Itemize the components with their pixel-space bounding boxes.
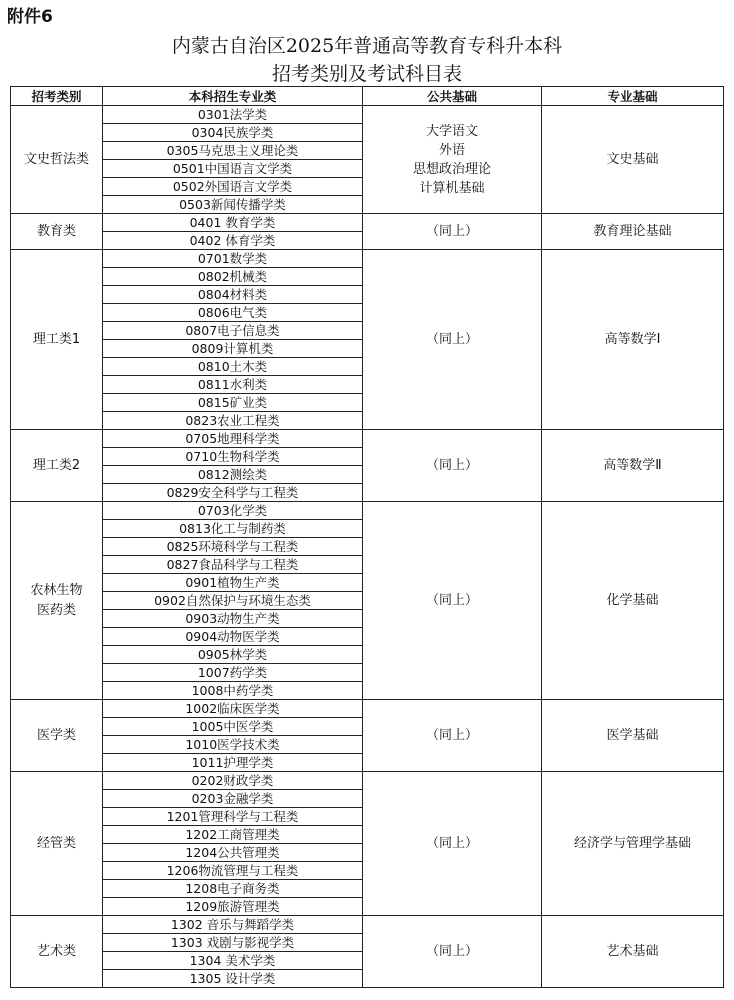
public-basis-line: 大学语文 bbox=[425, 123, 478, 139]
public-basis-line: 计算机基础 bbox=[419, 180, 485, 196]
major-cell: 1002临床医学类 bbox=[103, 700, 363, 718]
major-cell: 0905林学类 bbox=[103, 646, 363, 664]
professional-basis-cell: 教育理论基础 bbox=[542, 214, 724, 250]
professional-basis-cell: 文史基础 bbox=[542, 106, 724, 214]
header-public-basis: 公共基础 bbox=[363, 87, 542, 106]
major-cell: 0304民族学类 bbox=[103, 124, 363, 142]
major-cell: 1010医学技术类 bbox=[103, 736, 363, 754]
public-basis-cell bbox=[363, 772, 542, 916]
major-cell: 1208电子商务类 bbox=[103, 880, 363, 898]
category-cell: 理工类2 bbox=[11, 430, 103, 502]
table-row bbox=[11, 250, 724, 268]
major-cell: 1007药学类 bbox=[103, 664, 363, 682]
major-cell: 0829安全科学与工程类 bbox=[103, 484, 363, 502]
major-cell: 0203金融学类 bbox=[103, 790, 363, 808]
major-cell: 0401 教育学类 bbox=[103, 214, 363, 232]
major-cell: 0502外国语言文学类 bbox=[103, 178, 363, 196]
public-basis-cell bbox=[363, 502, 542, 700]
public-basis-line: （同上） bbox=[425, 224, 478, 239]
major-cell: 1008中药学类 bbox=[103, 682, 363, 700]
major-cell: 0903动物生产类 bbox=[103, 610, 363, 628]
major-cell: 0305马克思主义理论类 bbox=[103, 142, 363, 160]
table-row bbox=[11, 700, 724, 718]
professional-basis-cell: 经济学与管理学基础 bbox=[542, 772, 724, 916]
table-body bbox=[11, 106, 724, 988]
header-majors: 本科招生专业类 bbox=[103, 87, 363, 106]
public-basis-line: （同上） bbox=[425, 944, 478, 959]
major-cell: 0825环境科学与工程类 bbox=[103, 538, 363, 556]
attachment-label: 附件6 bbox=[7, 7, 53, 27]
public-basis-line: （同上） bbox=[425, 728, 478, 743]
major-cell: 0710生物科学类 bbox=[103, 448, 363, 466]
category-cell bbox=[11, 502, 103, 700]
category-cell: 经管类 bbox=[11, 772, 103, 916]
major-cell: 1005中医学类 bbox=[103, 718, 363, 736]
table-row bbox=[11, 502, 724, 520]
public-basis-line: （同上） bbox=[425, 458, 478, 473]
major-cell: 0701数学类 bbox=[103, 250, 363, 268]
major-cell: 0806电气类 bbox=[103, 304, 363, 322]
major-cell: 1011护理学类 bbox=[103, 754, 363, 772]
header-category: 招考类别 bbox=[11, 87, 103, 106]
professional-basis-cell: 化学基础 bbox=[542, 502, 724, 700]
major-cell: 1304 美术学类 bbox=[103, 952, 363, 970]
major-cell: 0809计算机类 bbox=[103, 340, 363, 358]
major-cell: 0807电子信息类 bbox=[103, 322, 363, 340]
category-cell: 文史哲法类 bbox=[11, 106, 103, 214]
exam-subject-table bbox=[10, 86, 724, 988]
major-cell: 0823农业工程类 bbox=[103, 412, 363, 430]
public-basis-cell bbox=[363, 916, 542, 988]
major-cell: 1202工商管理类 bbox=[103, 826, 363, 844]
public-basis-line: （同上） bbox=[425, 836, 478, 851]
major-cell: 0812测绘类 bbox=[103, 466, 363, 484]
major-cell: 0301法学类 bbox=[103, 106, 363, 124]
header-professional-basis: 专业基础 bbox=[542, 87, 724, 106]
major-cell: 0703化学类 bbox=[103, 502, 363, 520]
professional-basis-cell: 医学基础 bbox=[542, 700, 724, 772]
document-subtitle: 招考类别及考试科目表 bbox=[271, 63, 462, 85]
major-cell: 0705地理科学类 bbox=[103, 430, 363, 448]
table-row bbox=[11, 916, 724, 934]
professional-basis-cell: 高等数学Ⅱ bbox=[542, 430, 724, 502]
document-title: 内蒙古自治区2025年普通高等教育专科升本科 bbox=[171, 35, 563, 57]
major-cell: 0501中国语言文学类 bbox=[103, 160, 363, 178]
table-row bbox=[11, 214, 724, 232]
professional-basis-cell: 高等数学Ⅰ bbox=[542, 250, 724, 430]
category-cell: 艺术类 bbox=[11, 916, 103, 988]
major-cell: 1206物流管理与工程类 bbox=[103, 862, 363, 880]
major-cell: 0802机械类 bbox=[103, 268, 363, 286]
table-row bbox=[11, 430, 724, 448]
major-cell: 0815矿业类 bbox=[103, 394, 363, 412]
category-cell: 教育类 bbox=[11, 214, 103, 250]
major-cell: 0810土木类 bbox=[103, 358, 363, 376]
table-row bbox=[11, 106, 724, 124]
public-basis-line: （同上） bbox=[425, 593, 478, 608]
category-cell: 医学类 bbox=[11, 700, 103, 772]
major-cell: 0503新闻传播学类 bbox=[103, 196, 363, 214]
major-cell: 0202财政学类 bbox=[103, 772, 363, 790]
major-cell: 0811水利类 bbox=[103, 376, 363, 394]
major-cell: 1204公共管理类 bbox=[103, 844, 363, 862]
major-cell: 0804材料类 bbox=[103, 286, 363, 304]
public-basis-cell bbox=[363, 700, 542, 772]
public-basis-cell bbox=[363, 430, 542, 502]
public-basis-line: 思想政治理论 bbox=[412, 161, 491, 177]
public-basis-cell bbox=[363, 250, 542, 430]
public-basis-line: 外语 bbox=[438, 142, 465, 158]
major-cell: 0813化工与制药类 bbox=[103, 520, 363, 538]
major-cell: 0904动物医学类 bbox=[103, 628, 363, 646]
major-cell: 1209旅游管理类 bbox=[103, 898, 363, 916]
major-cell: 1305 设计学类 bbox=[103, 970, 363, 988]
major-cell: 0902自然保护与环境生态类 bbox=[103, 592, 363, 610]
major-cell: 0402 体育学类 bbox=[103, 232, 363, 250]
public-basis-line: （同上） bbox=[425, 332, 478, 347]
category-line: 医药类 bbox=[36, 602, 76, 618]
public-basis-cell bbox=[363, 106, 542, 214]
table-row bbox=[11, 772, 724, 790]
professional-basis-cell: 艺术基础 bbox=[542, 916, 724, 988]
category-cell: 理工类1 bbox=[11, 250, 103, 430]
major-cell: 1302 音乐与舞蹈学类 bbox=[103, 916, 363, 934]
major-cell: 1303 戏剧与影视学类 bbox=[103, 934, 363, 952]
public-basis-cell bbox=[363, 214, 542, 250]
major-cell: 1201管理科学与工程类 bbox=[103, 808, 363, 826]
table-header-row bbox=[11, 87, 724, 106]
major-cell: 0901植物生产类 bbox=[103, 574, 363, 592]
major-cell: 0827食品科学与工程类 bbox=[103, 556, 363, 574]
category-line: 农林生物 bbox=[30, 582, 83, 598]
